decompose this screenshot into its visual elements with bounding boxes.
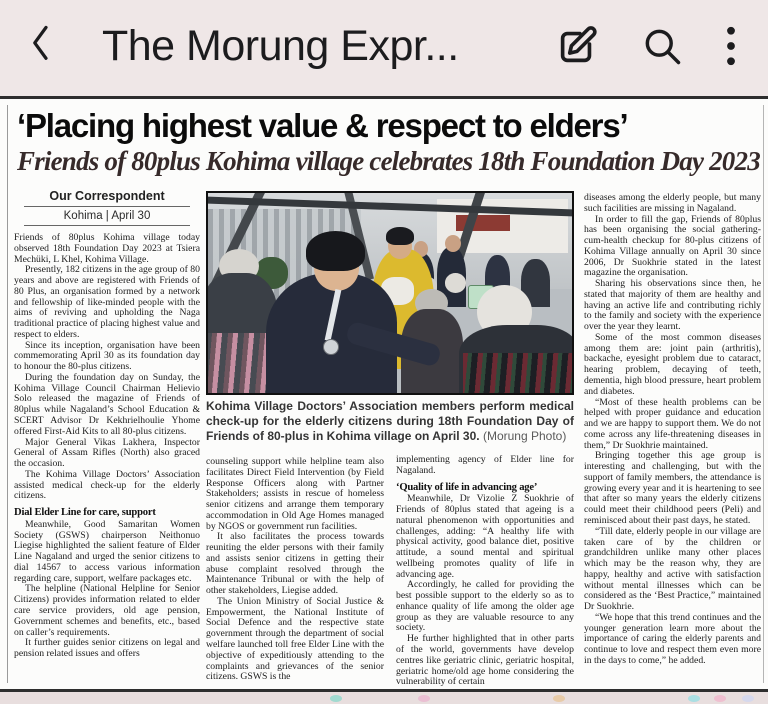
peek-fleck <box>418 695 430 702</box>
peek-fleck <box>330 695 342 702</box>
app-bar-actions <box>554 23 738 69</box>
app-title: The Morung Expr... <box>102 21 459 70</box>
app-bar <box>0 0 768 92</box>
photo-striped-shawl-left <box>206 333 274 395</box>
photo-credit: (Morung Photo) <box>482 429 567 444</box>
body-paragraph: The helpline (National Helpline for Senior Citizens) provides information related to elder care service providers, old age pension, Government schemes and benefits, etc., based on caller’s requirements. <box>14 583 200 638</box>
photo-caption-text: Kohima Village Doctors’ Association members perform medical check-up for the elderly citizens during 18th Foundation Day of Friends of 80-plus in Kohima village on April 30. <box>206 399 574 444</box>
body-paragraph: Friends of 80plus Kohima village today observed 18th Foundation Day 2023 at Tsiera Mechüki, L Khel, Kohima Village. <box>14 233 200 265</box>
body-paragraph: implementing agency of Elder line for Nagaland. <box>396 455 574 476</box>
body-paragraph: Accordingly, he called for providing the best possible support to the elderly so as to enhance quality of life among the older age group as they are valuable resource to any society. <box>396 579 574 634</box>
column-3 <box>396 455 574 692</box>
body-paragraph: Major General Vikas Lakhera, Inspector General of Assam Rifles (North) also graced the occasion. <box>14 436 200 470</box>
photo-doctor-hair <box>306 231 364 271</box>
back-button[interactable] <box>26 22 62 70</box>
body-paragraph: It further guides senior citizens on legal and pension related issues and offers <box>14 637 200 660</box>
body-paragraph: He further highlighted that in other parts of the world, governments have develop centres like geriatric clinic, geriatric hospital, geriatric home/old age home considering the vulnerability of certain <box>396 633 574 688</box>
column-2 <box>206 457 384 692</box>
page-left-rule <box>7 105 8 683</box>
compose-pencil-icon <box>554 23 600 69</box>
body-paragraph: In order to fill the gap, Friends of 80plus has been organising the social gathering-cum-health checkup for 80-plus citizens of Kohima Village annually on April 30 since 2006, Dr Suokhrie stated in the latest magazine the organisation. <box>584 213 761 279</box>
body-paragraph: Some of the most common diseases among them are: joint pain (arthritis), backache, eyesight problem due to cataract, hearing problem, decaying of teeth, dementia, high blood pressure, heart problem and diabetes. <box>584 331 761 397</box>
edit-button[interactable] <box>554 23 600 69</box>
body-paragraph: Bringing together this age group is interesting and challenging, but with the support of family members, the attendance is growing every year and it is heartening to see that after so many years the elderly citizens could meet their childhood peers (Peli) and reminisced about their past days, he stated. <box>584 450 761 526</box>
newspaper-page[interactable] <box>0 96 768 692</box>
search-button[interactable] <box>640 24 684 68</box>
body-paragraph: diseases among the elderly people, but many such facilities are missing in Nagaland. <box>584 193 761 214</box>
photo-striped-shawl-right <box>463 353 574 395</box>
photo-stethoscope-disc <box>323 339 339 355</box>
column-1 <box>14 233 200 692</box>
peek-fleck <box>742 695 754 702</box>
peek-fleck <box>688 695 700 702</box>
body-paragraph: The Union Ministry of Social Justice & Empowerment, the National Institute of Social Defence and the respective state government through the department of social welfare launched toll free Elder Line with the objective of expeditiously attending to the complaints and grievances of the senior citizens. GSWS is the <box>206 595 384 683</box>
page-right-rule <box>763 105 764 683</box>
peek-fleck <box>553 695 565 702</box>
back-chevron-icon <box>26 21 56 72</box>
overflow-menu-button[interactable] <box>724 24 738 68</box>
photo-person-head <box>445 235 461 252</box>
body-paragraph: The Kohima Village Doctors’ Association assisted medical check-up for the elderly citizens. <box>14 468 200 502</box>
subhead-quality-of-life: ‘Quality of life in advancing age’ <box>396 481 538 493</box>
subhead-elder-line: Dial Elder Line for care, support <box>14 507 156 519</box>
three-dot-menu-icon <box>724 24 738 68</box>
body-paragraph: “We hope that this trend continues and the younger generation learn more about the importance of caring the elderly parents and continue to love and respect them even more in the days to come,” he added. <box>584 611 761 666</box>
peek-fleck <box>714 695 726 702</box>
body-paragraph: Sharing his observations since then, he stated that majority of them are healthy and having an active life and contributing richly to the family and society with the experience over the year they learnt. <box>584 278 761 333</box>
body-paragraph: It also facilitates the process towards reuniting the elder persons with their family and assists senior citizens in getting their abuse complaint resolved through the Maintenance Tribunal or with the help of other stakeholders, Liegise added. <box>206 531 384 597</box>
article-headline: ‘Placing highest value & respect to elders’ <box>17 107 628 144</box>
body-paragraph: “Till date, elderly people in our village are taken care of by the children or grandchildren unlike many other places which may be the reason why, they are happy, healthy and active with satisfaction without mental illnesses which can be considered as the ‘Best Practice,” maintained Dr Suokhrie. <box>584 525 761 613</box>
article-photo <box>206 191 574 395</box>
byline-dateline: Kohima | April 30 <box>24 207 190 226</box>
column-4 <box>584 193 761 692</box>
next-page-peek <box>0 692 768 704</box>
body-paragraph: counseling support while helpline team also facilitates Direct Field Intervention (by Field Response Officers along with Partner Stakeholders; assists in rescue of homeless senior citizens and arrange them temporary accommodation in Old Age Homes managed by NGOS or government run facilities. <box>206 457 384 532</box>
body-paragraph: Meanwhile, Dr Vizolie Z Suokhrie of Friends of 80plus stated that ageing is a natural phenomenon with opportunities and challenges, adding: “A healthy life with physical activity, good balance diet, positive attitude, a sound mental and spiritual wellbeing promotes quality of life in advancing age. <box>396 493 574 580</box>
article-subtitle: Friends of 80plus Kohima village celebrates 18th Foundation Day 2023 <box>17 146 760 176</box>
search-icon <box>640 24 684 68</box>
body-paragraph: “Most of these health problems can be helped with proper guidance and education and we are happy to support them. We do not come across any life-threatening diseases in them,” Dr Suokhrie maintained. <box>584 396 761 451</box>
body-paragraph: Presently, 182 citizens in the age group of 80 years and above are registered with Friends of 80 Plus, an organisation formed by a network and fellowship of like-minded people with the aims of reviving and upholding the Naga traditional practice of placing highest value and respect to elders. <box>14 264 200 340</box>
photo-caption <box>206 399 574 445</box>
body-paragraph: Meanwhile, Good Samaritan Women Society (GSWS) chairperson Neithonuo Liegise highlighted the salient feature of Elder Line Nagaland and urged the senior citizens to dial 14567 to access various information regarding care, support, welfare packages etc. <box>14 518 200 584</box>
photo-person-yellow-hair <box>386 227 413 245</box>
byline-author: Our Correspondent <box>24 189 190 207</box>
byline <box>24 189 190 226</box>
body-paragraph: During the foundation day on Sunday, the Kohima Village Council Chairman Helievio Solo released the magazine of Friends of 80plus while Nagaland’s School Education & SCERT Advisor Dr Kekhrielhoulie Yhome offered First-Aid Kits to all 80-plus citizens. <box>14 371 200 437</box>
body-paragraph: Since its inception, organisation have been commemorating April 30 as its foundation day to honour the 80-plus citizens. <box>14 339 200 373</box>
